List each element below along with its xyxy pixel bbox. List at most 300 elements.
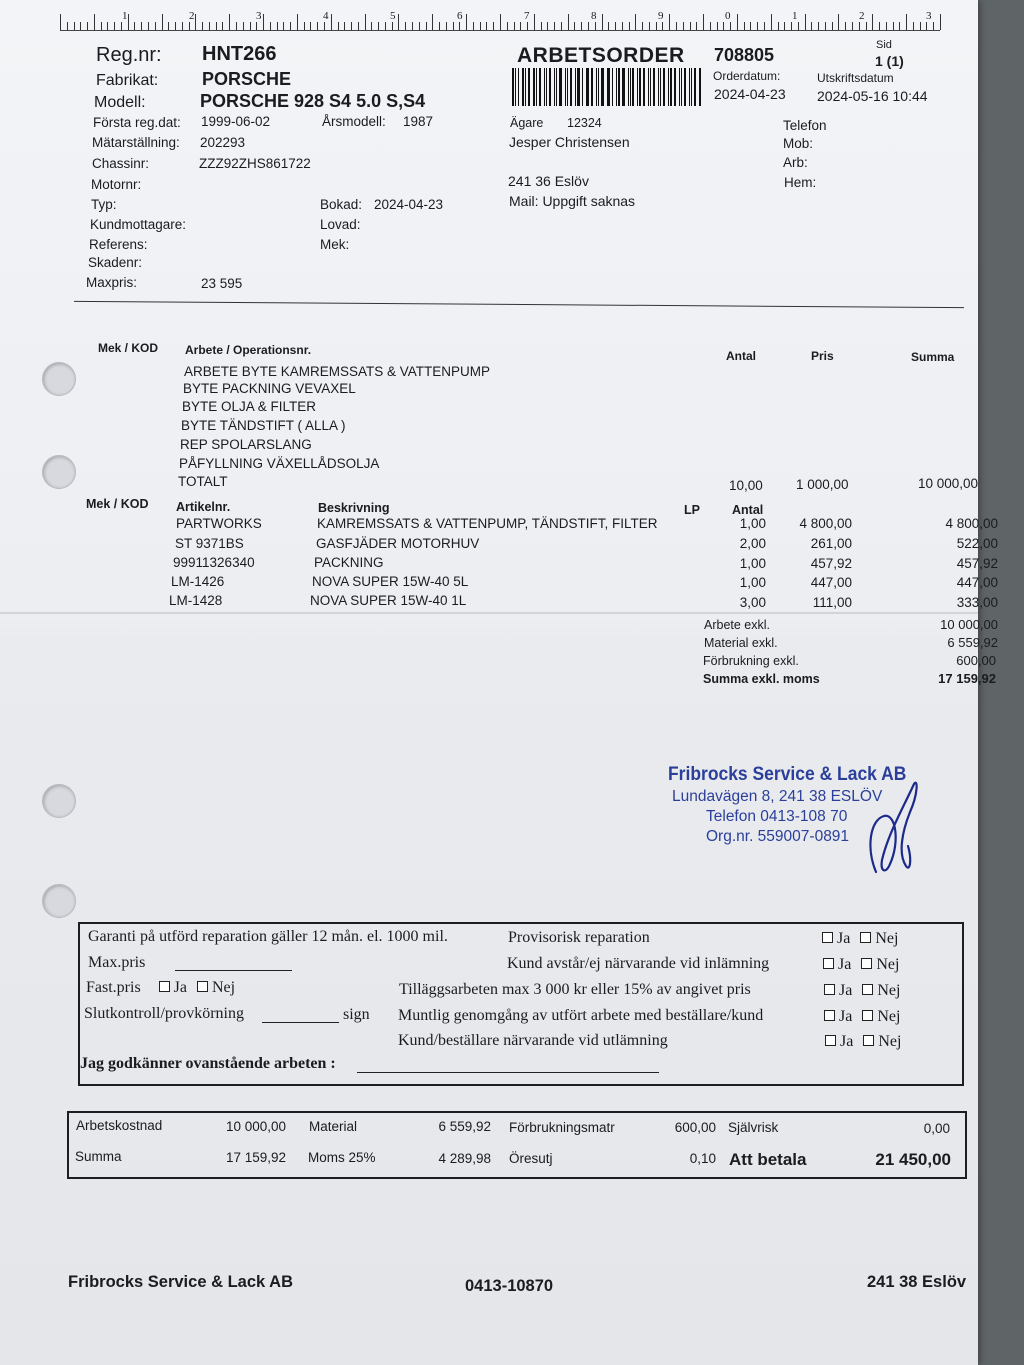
ruler-tick: [175, 22, 176, 30]
ruler-tick: [642, 22, 643, 30]
barcode-bar: [577, 68, 580, 106]
parts-cell-pris: 457,92: [810, 555, 852, 571]
ruler-tick: [608, 22, 609, 30]
barcode-bar: [608, 68, 610, 106]
barcode-bar: [694, 68, 697, 106]
ruler-tick: [128, 14, 129, 30]
agare-label: Ägare: [510, 116, 544, 130]
ruler-tick: [683, 22, 684, 30]
ruler-tick: [622, 22, 623, 30]
ruler-tick: [74, 22, 75, 30]
ruler-tick: [723, 22, 724, 30]
parts-cell-beskr: KAMREMSSATS & VATTENPUMP, TÄNDSTIFT, FILTER: [317, 516, 658, 531]
terms-garanti: Garanti på utförd reparation gäller 12 mån. el. 1000 mil.: [88, 928, 448, 945]
ruler-tick: [514, 22, 515, 30]
ruler-tick: [866, 22, 867, 30]
work-total-antal: 10,00: [729, 478, 763, 493]
regnr-value: HNT266: [202, 43, 277, 65]
work-header-summa: Summa: [911, 350, 955, 364]
ruler-tick: [595, 22, 596, 30]
barcode-bar: [643, 68, 645, 106]
ja-checkbox[interactable]: [825, 1035, 836, 1046]
ruler-tick: [696, 22, 697, 30]
att-betala-value: 21 450,00: [875, 1150, 951, 1169]
ruler-tick: [886, 22, 887, 30]
punch-hole: [42, 884, 76, 918]
parts-cell-art: PARTWORKS: [176, 516, 262, 531]
moms-value: 4 289,98: [438, 1151, 491, 1166]
ruler-tick: [297, 14, 298, 30]
ruler-tick: [480, 22, 481, 30]
ruler-tick: [358, 22, 359, 30]
matar-value: 202293: [200, 135, 246, 150]
parts-cell-art: LM-1426: [171, 574, 225, 589]
ruler-tick: [832, 22, 833, 30]
ruler-tick: [290, 22, 291, 30]
barcode-bar: [591, 68, 593, 106]
ruler-tick: [507, 22, 508, 30]
agare-name: Jesper Christensen: [509, 134, 630, 150]
stamp-phone: Telefon 0413-108 70: [706, 808, 848, 825]
work-line: REP SPOLARSLANG: [180, 437, 312, 452]
ruler-number: 9: [658, 10, 664, 22]
terms-sign: sign: [343, 1006, 370, 1023]
terms-maxpris: Max.pris: [88, 954, 146, 971]
nej-checkbox[interactable]: [862, 1010, 873, 1021]
ruler-number: 6: [457, 10, 463, 22]
fastpris-label: Fast.pris: [86, 979, 141, 996]
ruler-number: 2: [189, 10, 195, 22]
nej-label: Nej: [878, 1033, 902, 1050]
parts-cell-pris: 4 800,00: [799, 516, 852, 531]
subtotal-label: Förbrukning exkl.: [703, 654, 799, 668]
footer-city: 241 38 Eslöv: [867, 1273, 967, 1291]
ruler-tick: [202, 22, 203, 30]
ruler-tick: [859, 22, 860, 30]
nej-checkbox[interactable]: [863, 1035, 874, 1046]
nej-checkbox[interactable]: [861, 958, 872, 969]
ruler-tick: [825, 22, 826, 30]
parts-header-mek: Mek / KOD: [86, 497, 149, 511]
nej-checkbox[interactable]: [860, 932, 871, 943]
ruler-tick: [547, 22, 548, 30]
ruler-tick: [906, 14, 907, 30]
barcode-bar: [522, 68, 525, 106]
barcode-bar: [536, 68, 537, 106]
footer-company: Fribrocks Service & Lack AB: [68, 1273, 293, 1291]
summa-value: 17 159,92: [225, 1150, 286, 1165]
matar-label: Mätarställning:: [92, 135, 180, 150]
ruler-tick: [669, 14, 670, 30]
parts-cell-summa: 4 800,00: [945, 516, 998, 531]
oresutj-label: Öresutj: [509, 1151, 553, 1166]
parts-cell-antal: 3,00: [739, 594, 766, 610]
ruler-tick: [263, 14, 264, 30]
barcode-bar: [650, 68, 651, 106]
ruler-tick: [750, 22, 751, 30]
sjalvrisk-label: Självrisk: [728, 1120, 779, 1135]
barcode-bar: [607, 68, 608, 106]
barcode-bar: [570, 68, 572, 106]
parts-cell-beskr: NOVA SUPER 15W-40 1L: [310, 593, 467, 608]
ruler-tick: [527, 22, 528, 30]
parts-cell-pris: 447,00: [810, 575, 852, 591]
ruler-tick: [243, 22, 244, 30]
ruler-tick: [378, 22, 379, 30]
ruler-tick: [717, 22, 718, 30]
ruler-number: 5: [390, 10, 396, 22]
barcode-bar: [653, 68, 656, 106]
maxpris-label: Maxpris:: [86, 275, 138, 290]
barcode-bar: [556, 68, 557, 106]
barcode-bar: [539, 68, 542, 106]
ja-checkbox[interactable]: [822, 932, 833, 943]
material-label: Material: [309, 1119, 358, 1134]
parts-header-beskrivning: Beskrivning: [318, 501, 390, 515]
barcode-bar: [670, 68, 673, 106]
ruler-tick: [811, 22, 812, 30]
arsmodell-label: Årsmodell:: [322, 114, 386, 129]
ruler-tick: [581, 22, 582, 30]
ja-nej-row: [822, 930, 898, 948]
ruler-tick: [466, 14, 467, 30]
parts-cell-summa: 447,00: [956, 575, 998, 591]
barcode-bar: [586, 68, 587, 106]
paper-fold: [0, 612, 978, 614]
ruler-tick: [371, 22, 372, 30]
subtotal-label: Summa exkl. moms: [703, 672, 820, 686]
barcode-bar: [549, 68, 551, 106]
ruler-tick: [534, 14, 535, 30]
forbrukning-label: Förbrukningsmatr: [509, 1120, 615, 1135]
barcode-bar: [598, 68, 599, 106]
ruler-tick: [920, 22, 921, 30]
work-line: PÅFYLLNING VÄXELLÅDSOLJA: [179, 456, 380, 471]
ruler-tick: [635, 14, 636, 30]
ruler-tick: [493, 22, 494, 30]
terms-right-item: Provisorisk reparation: [508, 929, 650, 946]
ruler-tick: [60, 14, 61, 30]
ruler-number: 3: [256, 10, 262, 22]
ruler-tick: [229, 14, 230, 30]
ruler-tick: [913, 22, 914, 30]
work-line: BYTE OLJA & FILTER: [182, 399, 317, 414]
terms-godkanner: Jag godkänner ovanstående arbeten :: [80, 1055, 336, 1072]
ruler-tick: [662, 22, 663, 30]
barcode-bar: [554, 68, 555, 106]
ruler-tick: [310, 22, 311, 30]
modell-value: PORSCHE 928 S4 5.0 S,S4: [200, 91, 426, 111]
ruler-tick: [879, 22, 880, 30]
ruler-tick: [277, 22, 278, 30]
ruler-tick: [568, 14, 569, 30]
ruler-tick: [744, 22, 745, 30]
ruler-number: 8: [591, 10, 597, 22]
ruler-tick: [872, 14, 873, 30]
ruler-tick: [791, 22, 792, 30]
ja-nej-row: [825, 1033, 901, 1051]
ja-label: Ja: [839, 1008, 853, 1025]
ruler-tick: [703, 14, 704, 30]
ruler-tick: [656, 22, 657, 30]
ruler-tick: [236, 22, 237, 30]
subtotal-value: 6 559,92: [947, 635, 998, 650]
ruler-number: 1: [792, 10, 798, 22]
sjalvrisk-value: 0,00: [923, 1121, 950, 1136]
punch-hole: [42, 784, 76, 818]
ruler-tick: [446, 22, 447, 30]
kundmott-label: Kundmottagare:: [90, 217, 187, 232]
ruler-tick: [453, 22, 454, 30]
arb-label: Arb:: [783, 155, 808, 170]
parts-cell-beskr: NOVA SUPER 15W-40 5L: [312, 574, 469, 589]
subtotal-label: Arbete exkl.: [704, 618, 771, 632]
work-total-summa: 10 000,00: [918, 476, 979, 491]
parts-cell-antal: 1,00: [739, 555, 766, 571]
utskrift-label: Utskriftsdatum: [817, 71, 894, 85]
ruler-tick: [798, 22, 799, 30]
ruler-tick: [155, 22, 156, 30]
ruler-tick: [764, 22, 765, 30]
ruler-tick: [351, 22, 352, 30]
work-header-mek: Mek / KOD: [98, 341, 159, 355]
arbetskostnad-label: Arbetskostnad: [76, 1118, 163, 1133]
orderdatum-label: Orderdatum:: [713, 69, 781, 83]
ruler-tick: [283, 22, 284, 30]
stamp-address: Lundavägen 8, 241 38 ESLÖV: [672, 788, 883, 805]
ruler-tick: [933, 22, 934, 30]
ja-checkbox[interactable]: [824, 1010, 835, 1021]
arbetskostnad-value: 10 000,00: [225, 1119, 286, 1134]
oresutj-value: 0,10: [689, 1151, 716, 1166]
ruler-tick: [134, 22, 135, 30]
ruler-tick: [737, 14, 738, 30]
ruler-tick: [432, 14, 433, 30]
ruler-tick: [561, 22, 562, 30]
subtotal-value: 600,00: [956, 653, 996, 668]
subtotal-label: Material exkl.: [704, 636, 778, 650]
work-total-pris: 1 000,00: [796, 477, 849, 492]
nej-checkbox[interactable]: [862, 984, 873, 995]
bokad-label: Bokad:: [320, 197, 363, 212]
mob-label: Mob:: [783, 136, 814, 151]
fabrikat-value: PORSCHE: [202, 69, 292, 89]
ruler-tick: [256, 22, 257, 30]
ruler-tick: [121, 22, 122, 30]
ruler-tick: [317, 22, 318, 30]
parts-cell-beskr: GASFJÄDER MOTORHUV: [316, 536, 480, 551]
barcode-bar: [544, 68, 545, 106]
fastpris-nej-checkbox[interactable]: [197, 981, 208, 992]
ruler-tick: [304, 22, 305, 30]
ruler-tick: [500, 14, 501, 30]
terms-slutkontroll: Slutkontroll/provkörning: [84, 1005, 244, 1022]
order-number: 708805: [714, 45, 775, 65]
nej-label: Nej: [212, 979, 236, 996]
parts-cell-summa: 333,00: [956, 594, 998, 610]
ruler-number: 2: [859, 10, 865, 22]
maxpris-line: [175, 970, 292, 971]
terms-right-item: Kund avstår/ej närvarande vid inlämning: [507, 955, 770, 972]
forsta-label: Första reg.dat:: [93, 115, 181, 130]
summa-label: Summa: [75, 1149, 122, 1164]
ja-label: Ja: [173, 979, 187, 996]
parts-cell-beskr: PACKNING: [314, 555, 384, 570]
barcode-bar: [618, 68, 620, 106]
ja-label: Ja: [837, 930, 851, 947]
utskrift-value: 2024-05-16 10:44: [817, 88, 928, 104]
ruler-tick: [852, 22, 853, 30]
ruler-tick: [838, 14, 839, 30]
ruler-number: 1: [122, 10, 128, 22]
signature: [862, 776, 926, 880]
ruler-tick: [398, 14, 399, 30]
ruler-tick: [649, 22, 650, 30]
barcode-bar: [628, 68, 629, 106]
chassi-value: ZZZ92ZHS861722: [199, 156, 311, 171]
work-header-pris: Pris: [811, 349, 834, 363]
ruler-tick: [80, 22, 81, 30]
barcode-bar: [668, 68, 669, 106]
barcode-bar: [679, 68, 680, 106]
ruler-tick: [365, 14, 366, 30]
ruler-tick: [574, 22, 575, 30]
header-divider: [74, 301, 964, 308]
maxpris-value: 23 595: [201, 276, 243, 291]
forsta-value: 1999-06-02: [201, 114, 271, 129]
work-header-arbete: Arbete / Operationsnr.: [185, 343, 312, 357]
nej-label: Nej: [877, 982, 901, 999]
ruler-tick: [426, 22, 427, 30]
ruler-tick: [270, 22, 271, 30]
ja-label: Ja: [838, 956, 852, 973]
ruler-tick: [114, 22, 115, 30]
barcode: [512, 68, 702, 106]
parts-cell-antal: 1,00: [739, 575, 766, 591]
lovad-label: Lovad:: [320, 217, 361, 232]
forbrukning-value: 600,00: [674, 1120, 716, 1135]
barcode-bar: [575, 68, 576, 106]
parts-cell-pris: 261,00: [810, 536, 852, 552]
ruler-tick: [541, 22, 542, 30]
parts-header-artikel: Artikelnr.: [176, 500, 231, 514]
ruler-tick: [338, 22, 339, 30]
ruler-tick: [940, 14, 941, 30]
barcode-bar: [546, 68, 547, 106]
ruler-number: 4: [323, 10, 329, 22]
ruler-tick: [222, 22, 223, 30]
parts-cell-art: LM-1428: [169, 593, 223, 608]
ruler-tick: [107, 22, 108, 30]
hem-label: Hem:: [784, 175, 817, 190]
bokad-value: 2024-04-23: [374, 197, 444, 212]
telefon-label: Telefon: [783, 118, 827, 133]
modell-label: Modell:: [94, 94, 146, 111]
nej-label: Nej: [876, 956, 900, 973]
ruler-tick: [629, 22, 630, 30]
ruler-tick: [899, 22, 900, 30]
ruler-tick: [419, 22, 420, 30]
work-line: ARBETE BYTE KAMREMSSATS & VATTENPUMP: [184, 364, 491, 379]
mek-label: Mek:: [320, 237, 350, 252]
parts-header-antal: Antal: [732, 503, 764, 517]
barcode-bar: [601, 68, 604, 106]
subtotal-value: 10 000,00: [940, 617, 998, 632]
barcode-bar: [533, 68, 535, 106]
nej-label: Nej: [877, 1008, 901, 1025]
barcode-bar: [660, 68, 661, 106]
barcode-bar: [637, 68, 638, 106]
barcode-bar: [648, 68, 649, 106]
ja-checkbox[interactable]: [823, 958, 834, 969]
slutkontroll-line: [262, 1022, 339, 1023]
ruler-tick: [324, 22, 325, 30]
barcode-bar: [622, 68, 625, 106]
footer-phone: 0413-10870: [465, 1277, 554, 1295]
barcode-bar: [699, 68, 701, 106]
nej-label: Nej: [875, 930, 899, 947]
barcode-bar: [587, 68, 589, 106]
ruler-tick: [473, 22, 474, 30]
barcode-bar: [512, 68, 514, 106]
barcode-bar: [663, 68, 665, 106]
punch-hole: [42, 362, 76, 396]
parts-cell-art: ST 9371BS: [175, 536, 244, 551]
barcode-bar: [630, 68, 631, 106]
barcode-bar: [674, 68, 676, 106]
ruler-tick: [209, 22, 210, 30]
orderdatum-value: 2024-04-23: [714, 86, 786, 102]
ruler-tick: [412, 22, 413, 30]
chassi-label: Chassinr:: [92, 156, 150, 171]
ja-checkbox[interactable]: [824, 984, 835, 995]
ja-nej-row: [823, 956, 899, 974]
agare-number: 12324: [567, 116, 602, 130]
barcode-bar: [639, 68, 641, 106]
ruler-number: 0: [725, 10, 731, 22]
ruler-tick: [926, 22, 927, 30]
ruler-tick: [344, 22, 345, 30]
ruler-tick: [805, 14, 806, 30]
stamp-org: Org.nr. 559007-0891: [706, 828, 850, 845]
moms-label: Moms 25%: [308, 1150, 376, 1165]
barcode-bar: [691, 68, 692, 106]
ruler-tick: [216, 22, 217, 30]
parts-cell-art: 99911326340: [173, 555, 255, 570]
ruler-tick: [439, 22, 440, 30]
ruler-number: 7: [524, 10, 530, 22]
ruler-tick: [405, 22, 406, 30]
ruler-tick: [520, 22, 521, 30]
ruler-tick: [67, 22, 68, 30]
barcode-bar: [525, 68, 526, 106]
barcode-bar: [582, 68, 583, 106]
fastpris-ja-checkbox[interactable]: [159, 981, 170, 992]
ruler-tick: [554, 22, 555, 30]
ruler-tick: [385, 22, 386, 30]
parts-cell-summa: 457,92: [956, 555, 998, 571]
ruler-tick: [94, 14, 95, 30]
ruler-tick: [784, 22, 785, 30]
work-total-label: TOTALT: [178, 474, 228, 489]
ruler-tick: [87, 22, 88, 30]
barcode-bar: [681, 68, 682, 106]
ja-label: Ja: [839, 982, 853, 999]
parts-cell-antal: 1,00: [739, 516, 766, 531]
typ-label: Typ:: [91, 197, 117, 212]
barcode-bar: [528, 68, 530, 106]
material-value: 6 559,92: [438, 1119, 491, 1134]
